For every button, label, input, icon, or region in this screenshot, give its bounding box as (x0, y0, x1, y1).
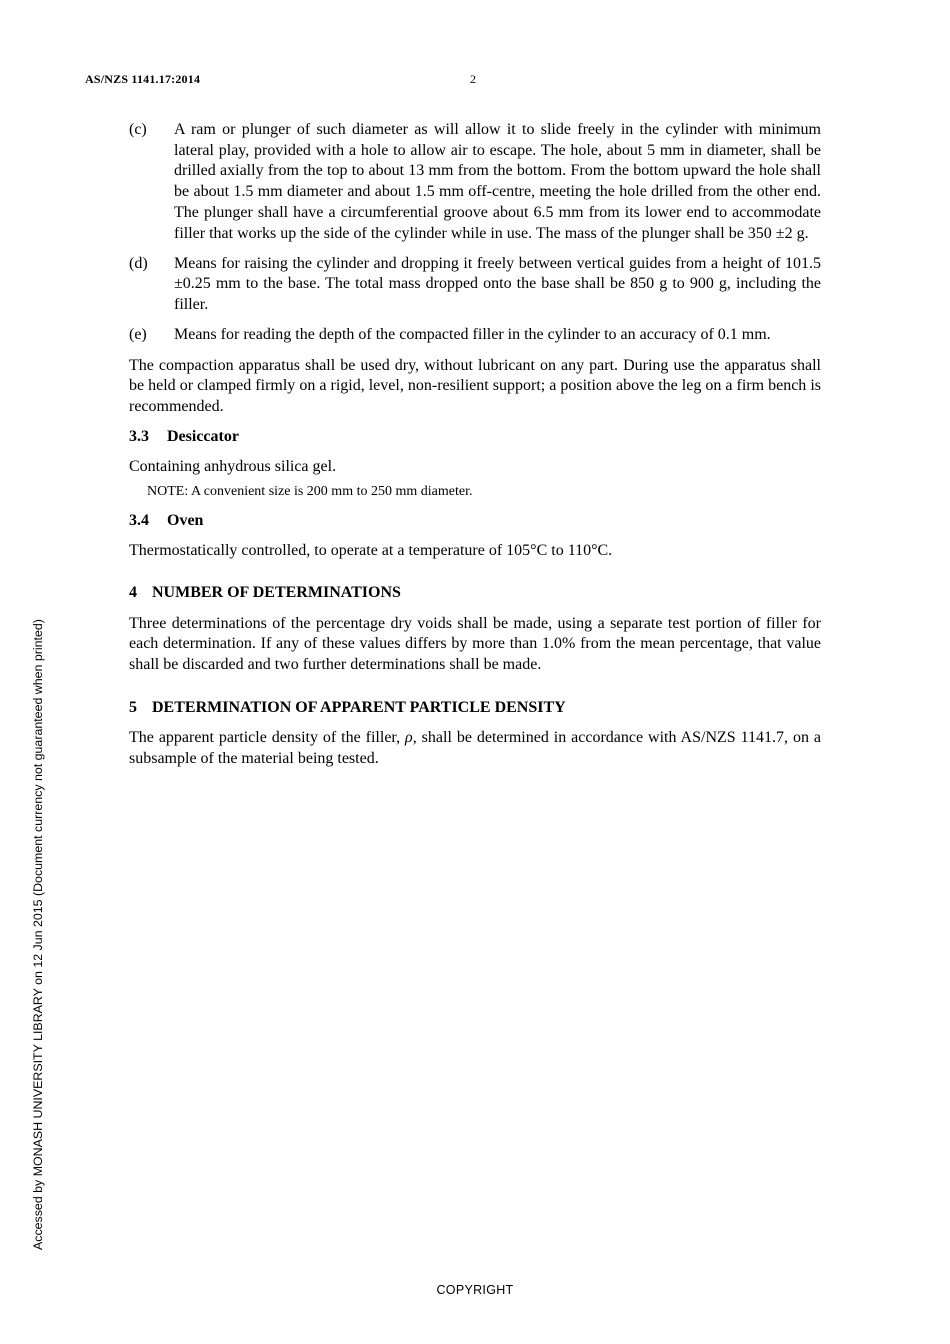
section-5-heading (129, 698, 821, 719)
section-3-3-text: Containing anhydrous silica gel. (129, 458, 337, 476)
list-item-text: Means for reading the depth of the compacted filler in the cylinder to an accuracy of 0.1 mm. (174, 326, 771, 344)
section-4-heading (129, 583, 821, 604)
density-symbol: ρ, (405, 728, 417, 746)
list-item (129, 254, 821, 316)
list-item (129, 120, 821, 244)
section-title: Desiccator (167, 428, 239, 446)
section-title: DETERMINATION OF APPARENT PARTICLE DENSITY (152, 698, 566, 716)
document-code: AS/NZS 1141.17:2014 (85, 72, 201, 86)
access-watermark: Accessed by MONASH UNIVERSITY LIBRARY on 12 Jun 2015 (Document currency not guaranteed when printed) (31, 619, 45, 1250)
section-title: Oven (167, 511, 204, 529)
section-number: 3.3 (129, 428, 149, 446)
section-5-text-start: The apparent particle density of the filler, (129, 728, 406, 746)
section-3-3-heading (129, 427, 821, 448)
copyright-footer: COPYRIGHT (436, 1283, 514, 1297)
section-5-text (129, 728, 821, 769)
page-content (129, 120, 821, 779)
compaction-paragraph: The compaction apparatus shall be used dry, without lubricant on any part. During use the apparatus shall be held or clamped firmly on a rigid, level, non-resilient support; a position above the leg on a firm bench is recommended. (129, 356, 821, 415)
section-number: 5 (129, 698, 137, 716)
section-3-3-note: NOTE: A convenient size is 200 mm to 250 mm diameter. (147, 483, 473, 499)
section-number: 3.4 (129, 511, 149, 529)
list-item (129, 325, 821, 346)
section-title: NUMBER OF DETERMINATIONS (152, 584, 401, 602)
list-item-text: Means for raising the cylinder and dropping it freely between vertical guides from a height of 101.5 ±0.25 mm to the base. The total mass dropped onto the base shall be 850 g to 900 g, including the filler. (174, 254, 821, 314)
list-item-label: (c) (129, 121, 147, 138)
section-5-text-end: shall be determined in accordance with AS/NZS 1141.7, on a subsample of the material being tested. (129, 728, 821, 767)
page-number: 2 (470, 72, 476, 86)
section-3-4-heading (129, 511, 821, 532)
section-number: 4 (129, 584, 137, 602)
list-item-label: (e) (129, 326, 147, 344)
section-4-text: Three determinations of the percentage dry voids shall be made, using a separate test portion of filler for each determination. If any of these values differs by more than 1.0% from the mean percentage, that value shall be discarded and two further determinations shall be made. (129, 614, 821, 674)
list-item-label: (d) (129, 254, 148, 272)
list-item-text: A ram or plunger of such diameter as will allow it to slide freely in the cylinder with minimum lateral play, provided with a hole to allow air to escape. The hole, about 5 mm in diameter, shall be drilled axially from the top to about 13 mm from the bottom. From the bottom upward the hole shall be about 1.5 mm diameter and about 1.5 mm off-centre, meeting the hole drilled from the other end. The plunger shall have a circumferential groove about 6.5 mm from its lower end to accommodate filler that works up the side of the cylinder while in use. The mass of the plunger shall be 350 ±2 g. (174, 121, 821, 242)
section-3-4-text: Thermostatically controlled, to operate at a temperature of 105°C to 110°C. (129, 541, 613, 559)
